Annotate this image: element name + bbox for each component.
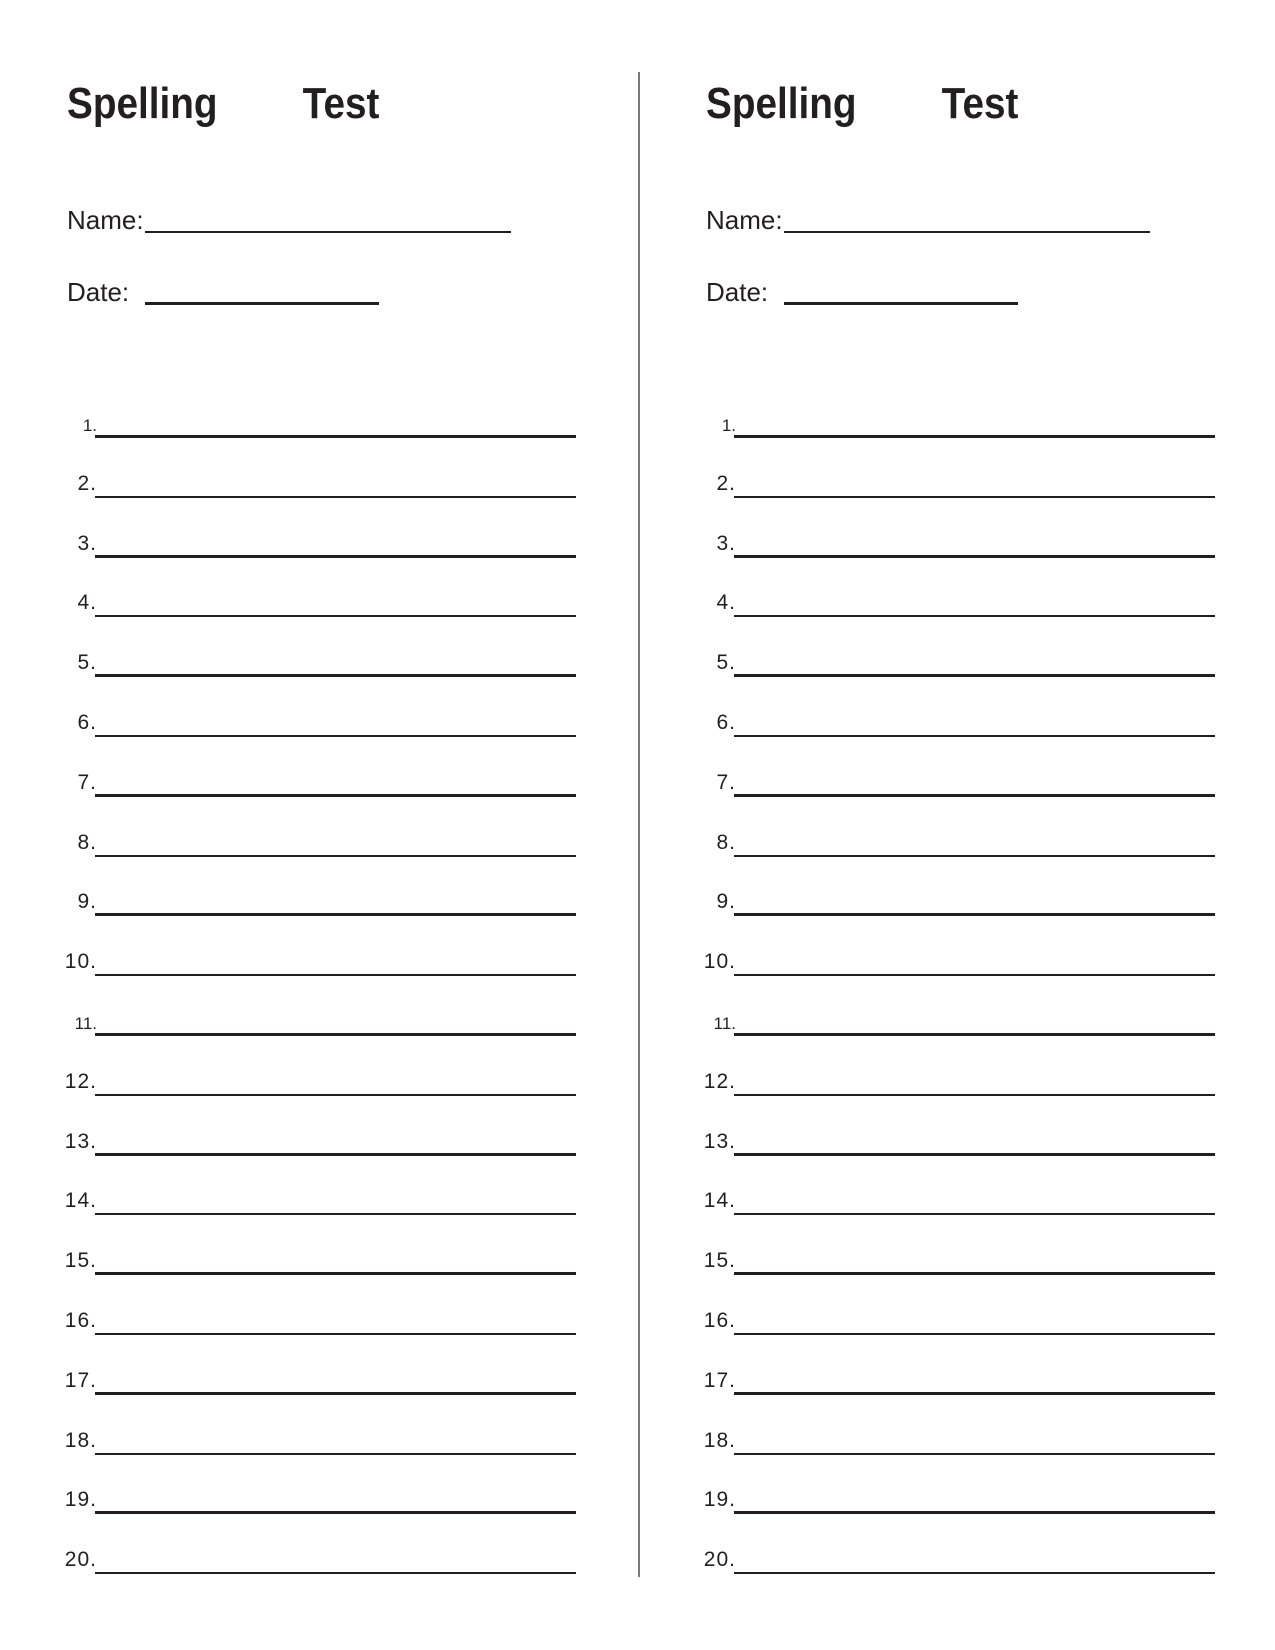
answer-row xyxy=(639,633,1229,673)
answer-blank-line[interactable] xyxy=(95,555,576,558)
answer-row xyxy=(0,932,590,972)
page-title: Spelling Test xyxy=(67,79,380,128)
answer-row xyxy=(639,1112,1229,1152)
answer-row xyxy=(0,1470,590,1510)
answer-blank-line[interactable] xyxy=(95,1213,576,1215)
answer-blank-line[interactable] xyxy=(95,1453,576,1455)
item-number: 4. xyxy=(77,591,97,615)
answer-blank-line[interactable] xyxy=(95,1333,576,1335)
answer-row xyxy=(639,1171,1229,1211)
answer-blank-line[interactable] xyxy=(734,555,1215,558)
item-number: 9. xyxy=(716,890,736,914)
answer-blank-line[interactable] xyxy=(734,1392,1215,1395)
answer-blank-line[interactable] xyxy=(734,794,1215,797)
item-number: 11. xyxy=(713,1014,736,1033)
answer-blank-line[interactable] xyxy=(734,496,1215,498)
item-number: 7. xyxy=(77,770,97,794)
item-number: 10. xyxy=(703,950,736,974)
item-number: 18. xyxy=(64,1428,97,1452)
item-number: 3. xyxy=(77,531,97,555)
answer-row xyxy=(0,633,590,673)
answer-blank-line[interactable] xyxy=(95,1033,576,1036)
answer-blank-line[interactable] xyxy=(95,913,576,916)
item-number: 14. xyxy=(703,1189,736,1213)
answer-row xyxy=(0,1411,590,1451)
answer-row xyxy=(0,813,590,853)
item-number: 18. xyxy=(703,1428,736,1452)
answer-blank-line[interactable] xyxy=(734,1213,1215,1215)
answer-blank-line[interactable] xyxy=(95,1272,576,1275)
item-number: 2. xyxy=(77,471,97,495)
item-number: 19. xyxy=(64,1488,97,1512)
name-label: Name: xyxy=(67,205,144,235)
answer-row xyxy=(639,573,1229,613)
answer-blank-line[interactable] xyxy=(734,435,1215,438)
answer-blank-line[interactable] xyxy=(734,1153,1215,1156)
answer-row xyxy=(639,394,1229,434)
item-number: 9. xyxy=(77,890,97,914)
answer-row xyxy=(639,514,1229,554)
answer-row xyxy=(639,454,1229,494)
answer-blank-line[interactable] xyxy=(734,615,1215,617)
answer-blank-line[interactable] xyxy=(734,1333,1215,1335)
item-number: 20. xyxy=(64,1548,97,1572)
answer-blank-line[interactable] xyxy=(95,1511,576,1514)
item-number: 11. xyxy=(74,1014,97,1033)
answer-row xyxy=(0,573,590,613)
item-number: 15. xyxy=(703,1249,736,1273)
item-number: 14. xyxy=(64,1189,97,1213)
answer-row xyxy=(639,1231,1229,1271)
answer-row xyxy=(0,394,590,434)
item-number: 1. xyxy=(82,416,97,435)
item-number: 2. xyxy=(716,471,736,495)
item-number: 16. xyxy=(64,1309,97,1332)
answer-blank-line[interactable] xyxy=(734,1453,1215,1455)
answer-blank-line[interactable] xyxy=(95,974,576,976)
item-number: 12. xyxy=(703,1069,736,1093)
answer-row xyxy=(639,813,1229,853)
item-number: 3. xyxy=(716,531,736,555)
answer-blank-line[interactable] xyxy=(734,735,1215,737)
item-number: 5. xyxy=(716,651,736,675)
answer-blank-line[interactable] xyxy=(95,794,576,797)
answer-blank-line[interactable] xyxy=(95,674,576,677)
answer-row xyxy=(0,1112,590,1152)
answer-row xyxy=(639,1291,1229,1331)
page-title: Spelling Test xyxy=(706,79,1019,128)
spelling-test-panel-right xyxy=(639,0,1229,1650)
answer-row xyxy=(639,1052,1229,1092)
answer-list xyxy=(639,0,1229,1650)
item-number: 6. xyxy=(77,711,97,734)
answer-row xyxy=(0,1052,590,1092)
date-label: Date: xyxy=(67,277,130,307)
answer-blank-line[interactable] xyxy=(734,1094,1215,1096)
answer-blank-line[interactable] xyxy=(95,1572,576,1574)
answer-row xyxy=(0,872,590,912)
item-number: 13. xyxy=(64,1129,97,1153)
answer-blank-line[interactable] xyxy=(734,1572,1215,1574)
item-number: 12. xyxy=(64,1069,97,1093)
answer-row xyxy=(639,1411,1229,1451)
answer-blank-line[interactable] xyxy=(95,735,576,737)
answer-blank-line[interactable] xyxy=(734,855,1215,857)
answer-row xyxy=(639,992,1229,1032)
item-number: 17. xyxy=(703,1368,736,1392)
answer-row xyxy=(639,693,1229,733)
spelling-test-panel-left xyxy=(0,0,590,1650)
answer-blank-line[interactable] xyxy=(95,615,576,617)
answer-row xyxy=(639,1351,1229,1391)
item-number: 10. xyxy=(64,950,97,974)
answer-row xyxy=(0,1530,590,1570)
item-number: 8. xyxy=(77,830,97,854)
answer-row xyxy=(639,1530,1229,1570)
name-label: Name: xyxy=(706,205,783,235)
answer-row xyxy=(0,693,590,733)
answer-blank-line[interactable] xyxy=(95,855,576,857)
answer-row xyxy=(0,753,590,793)
answer-blank-line[interactable] xyxy=(95,1094,576,1096)
answer-blank-line[interactable] xyxy=(95,1392,576,1395)
item-number: 20. xyxy=(703,1548,736,1572)
answer-blank-line[interactable] xyxy=(734,674,1215,677)
answer-blank-line[interactable] xyxy=(95,435,576,438)
answer-blank-line[interactable] xyxy=(95,496,576,498)
item-number: 6. xyxy=(716,711,736,734)
item-number: 1. xyxy=(721,416,736,435)
item-number: 5. xyxy=(77,651,97,675)
item-number: 16. xyxy=(703,1309,736,1332)
answer-row xyxy=(0,1231,590,1271)
answer-row xyxy=(0,1351,590,1391)
answer-row xyxy=(0,1171,590,1211)
answer-row xyxy=(639,1470,1229,1510)
answer-blank-line[interactable] xyxy=(734,1511,1215,1514)
item-number: 19. xyxy=(703,1488,736,1512)
date-label: Date: xyxy=(706,277,769,307)
answer-blank-line[interactable] xyxy=(734,1272,1215,1275)
answer-row xyxy=(0,454,590,494)
answer-row xyxy=(639,932,1229,972)
item-number: 8. xyxy=(716,830,736,854)
answer-list xyxy=(0,0,590,1650)
answer-row xyxy=(0,514,590,554)
answer-blank-line[interactable] xyxy=(95,1153,576,1156)
answer-row xyxy=(0,992,590,1032)
answer-blank-line[interactable] xyxy=(734,974,1215,976)
answer-blank-line[interactable] xyxy=(734,1033,1215,1036)
item-number: 4. xyxy=(716,591,736,615)
answer-blank-line[interactable] xyxy=(734,913,1215,916)
item-number: 17. xyxy=(64,1368,97,1392)
answer-row xyxy=(639,753,1229,793)
item-number: 13. xyxy=(703,1129,736,1153)
item-number: 7. xyxy=(716,770,736,794)
answer-row xyxy=(0,1291,590,1331)
item-number: 15. xyxy=(64,1249,97,1273)
answer-row xyxy=(639,872,1229,912)
